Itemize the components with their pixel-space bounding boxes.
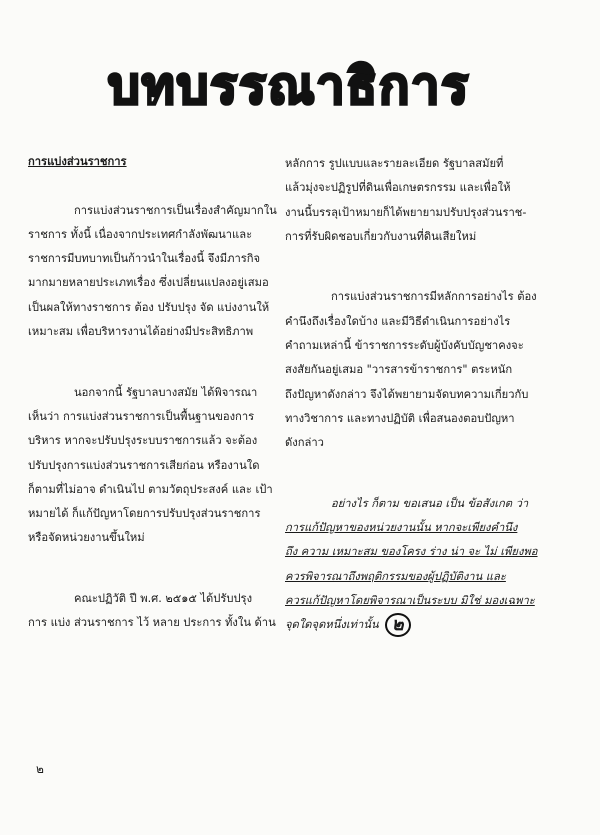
page-number: ๒: [36, 762, 44, 776]
body-line: ราชการ ทั้งนี้ เนื่องจากประเทศกำลังพัฒนาและ: [28, 227, 253, 241]
emphasis-line: [285, 613, 585, 637]
emphasis-line: ควรแก้ปัญหาโดยพิจารณาเป็นระบบ มิใช่ มองเฉพาะ: [285, 594, 535, 608]
body-line: หรือจัดหน่วยงานขึ้นใหม่: [28, 531, 145, 545]
right-column: [285, 152, 585, 638]
editorial-banner-title: บทบรรณาธิการ: [107, 56, 471, 115]
body-line: เป็นผลให้ทางราชการ ต้อง ปรับปรุง จัด แบ่งงานให้: [28, 300, 270, 314]
body-line: มากมายหลายประเภทเรื่อง ซึ่งเปลี่ยนแปลงอยู่เสมอ: [28, 276, 269, 290]
body-line: ปรับปรุงการแบ่งส่วนราชการเสียก่อน หรืองานใด: [28, 458, 260, 472]
body-line: ทางวิชาการ และทางปฏิบัติ เพื่อสนองตอบปัญหา: [285, 411, 515, 425]
body-line: แล้วมุ่งจะปฏิรูปที่ดินเพื่อเกษตรกรรม และเพื่อให้: [285, 181, 511, 195]
body-line: การที่รับผิดชอบเกี่ยวกับงานที่ดินเสียใหม่: [285, 229, 477, 243]
body-line: งานนี้บรรลุเป้าหมายก็ได้พยายามปรับปรุงส่วนราช-: [285, 205, 527, 219]
body-line: บริหาร หากจะปรับปรุงระบบราชการแล้ว จะต้อง: [28, 434, 258, 448]
signature-mark: ๒: [385, 613, 411, 637]
emphasis-line: อย่างไร ก็ตาม ขอเสนอ เป็น ข้อสังเกต ว่า: [331, 496, 529, 510]
body-line: คำถามเหล่านี้ ข้าราชการระดับผู้บังคับบัญชาคงจะ: [285, 339, 524, 353]
body-line: ดังกล่าว: [285, 436, 324, 450]
section-heading: การแบ่งส่วนราชการ: [28, 155, 127, 168]
left-column: [28, 150, 280, 636]
body-line: การแบ่งส่วนราชการมีหลักการอย่างไร ต้อง: [331, 290, 537, 304]
body-line: ก็ตามที่ไม่อาจ ดำเนินไป ตามวัตถุประสงค์ และ เป้า: [28, 482, 273, 496]
emphasis-line: การแก้ปัญหาของหน่วยงานนั้น หากจะเพียงคำนึง: [285, 521, 518, 535]
body-line: เหมาะสม เพื่อบริหารงานได้อย่างมีประสิทธิภาพ: [28, 325, 254, 339]
emphasis-text: จุดใดจุดหนึ่งเท่านั้น: [285, 618, 379, 632]
body-line: สงสัยกันอยู่เสมอ "วารสารข้าราชการ" ตระหนัก: [285, 363, 513, 377]
body-line: หมายได้ ก็แก้ปัญหาโดยการปรับปรุงส่วนราชการ: [28, 507, 261, 521]
emphasis-line: ถึง ความ เหมาะสม ของโครง ร่าง น่า จะ ไม่ เพียงพอ: [285, 545, 538, 559]
body-line: คำนึงถึงเรื่องใดบ้าง และมีวิธีดำเนินการอย่างไร: [285, 314, 511, 328]
body-line: คณะปฏิวัติ ปี พ.ศ. ๒๕๑๕ ได้ปรับปรุง: [74, 592, 253, 606]
emphasis-line: ควรพิจารณาถึงพฤติกรรมของผู้ปฏิบัติงาน และ: [285, 569, 506, 583]
body-line: หลักการ รูปแบบและรายละเอียด รัฐบาลสมัยที่: [285, 157, 504, 170]
body-line: การ แบ่ง ส่วนราชการ ไว้ หลาย ประการ ทั้งใน ด้าน: [28, 616, 276, 630]
body-line: นอกจากนี้ รัฐบาลบางสมัย ได้พิจารณา: [74, 385, 258, 399]
body-line: เห็นว่า การแบ่งส่วนราชการเป็นพื้นฐานของการ: [28, 409, 255, 423]
body-line: ถึงปัญหาดังกล่าว จึงได้พยายามจัดบทความเกี่ยวกับ: [285, 387, 529, 401]
body-line: ราชการมีบทบาทเป็นก้าวนำในเรื่องนี้ จึงมีภารกิจ: [28, 252, 261, 266]
body-line: การแบ่งส่วนราชการเป็นเรื่องสำคัญมากใน: [74, 203, 277, 217]
